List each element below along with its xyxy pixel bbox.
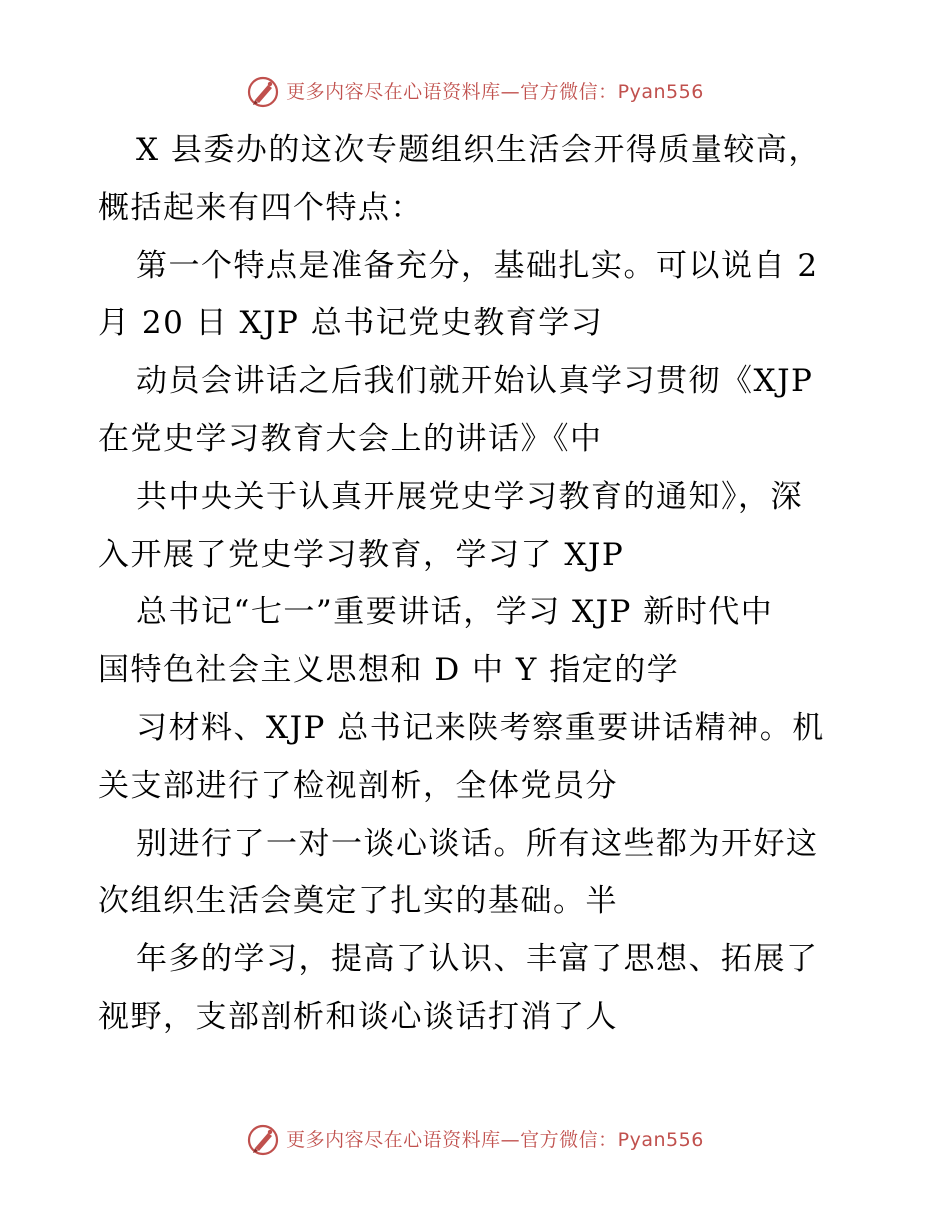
- header-watermark: [0, 72, 950, 112]
- body-line: 总书记“七一”重要讲话，学习 XJP 新时代中: [136, 594, 774, 631]
- body-line: 视野，支部剖析和谈心谈话打消了人: [98, 998, 618, 1035]
- body-line: 动员会讲话之后我们就开始认真学习贯彻《XJP: [136, 363, 814, 400]
- body-line: 月 20 日 XJP 总书记党史教育学习: [98, 305, 604, 342]
- pen-logo-icon: [246, 75, 280, 109]
- body-line: 国特色社会主义思想和 D 中 Y 指定的学: [98, 652, 680, 689]
- body-line: 别进行了一对一谈心谈话。所有这些都为开好这: [136, 825, 819, 862]
- body-line: 关支部进行了检视剖析，全体党员分: [98, 767, 618, 804]
- footer-watermark-text: 更多内容尽在心语资料库—官方微信：Pyan556: [286, 1129, 704, 1151]
- header-watermark-text: 更多内容尽在心语资料库—官方微信：Pyan556: [286, 81, 704, 103]
- body-line: 次组织生活会奠定了扎实的基础。半: [98, 883, 618, 920]
- body-line: 概括起来有四个特点：: [98, 189, 423, 226]
- body-line: X 县委办的这次专题组织生活会开得质量较高，: [136, 132, 821, 168]
- document-body: [98, 122, 858, 1047]
- pen-logo-icon: [246, 1123, 280, 1157]
- body-line: 第一个特点是准备充分，基础扎实。可以说自 2: [136, 247, 819, 284]
- body-line: 在党史学习教育大会上的讲话》《中: [98, 420, 603, 457]
- footer-watermark: [0, 1120, 950, 1160]
- body-line: 入开展了党史学习教育，学习了 XJP: [98, 536, 625, 573]
- body-line: 共中央关于认真开展党史学习教育的通知》，深: [136, 478, 803, 515]
- body-line: 习材料、XJP 总书记来陕考察重要讲话精神。机: [136, 709, 825, 746]
- body-line: 年多的学习，提高了认识、丰富了思想、拓展了: [136, 941, 819, 978]
